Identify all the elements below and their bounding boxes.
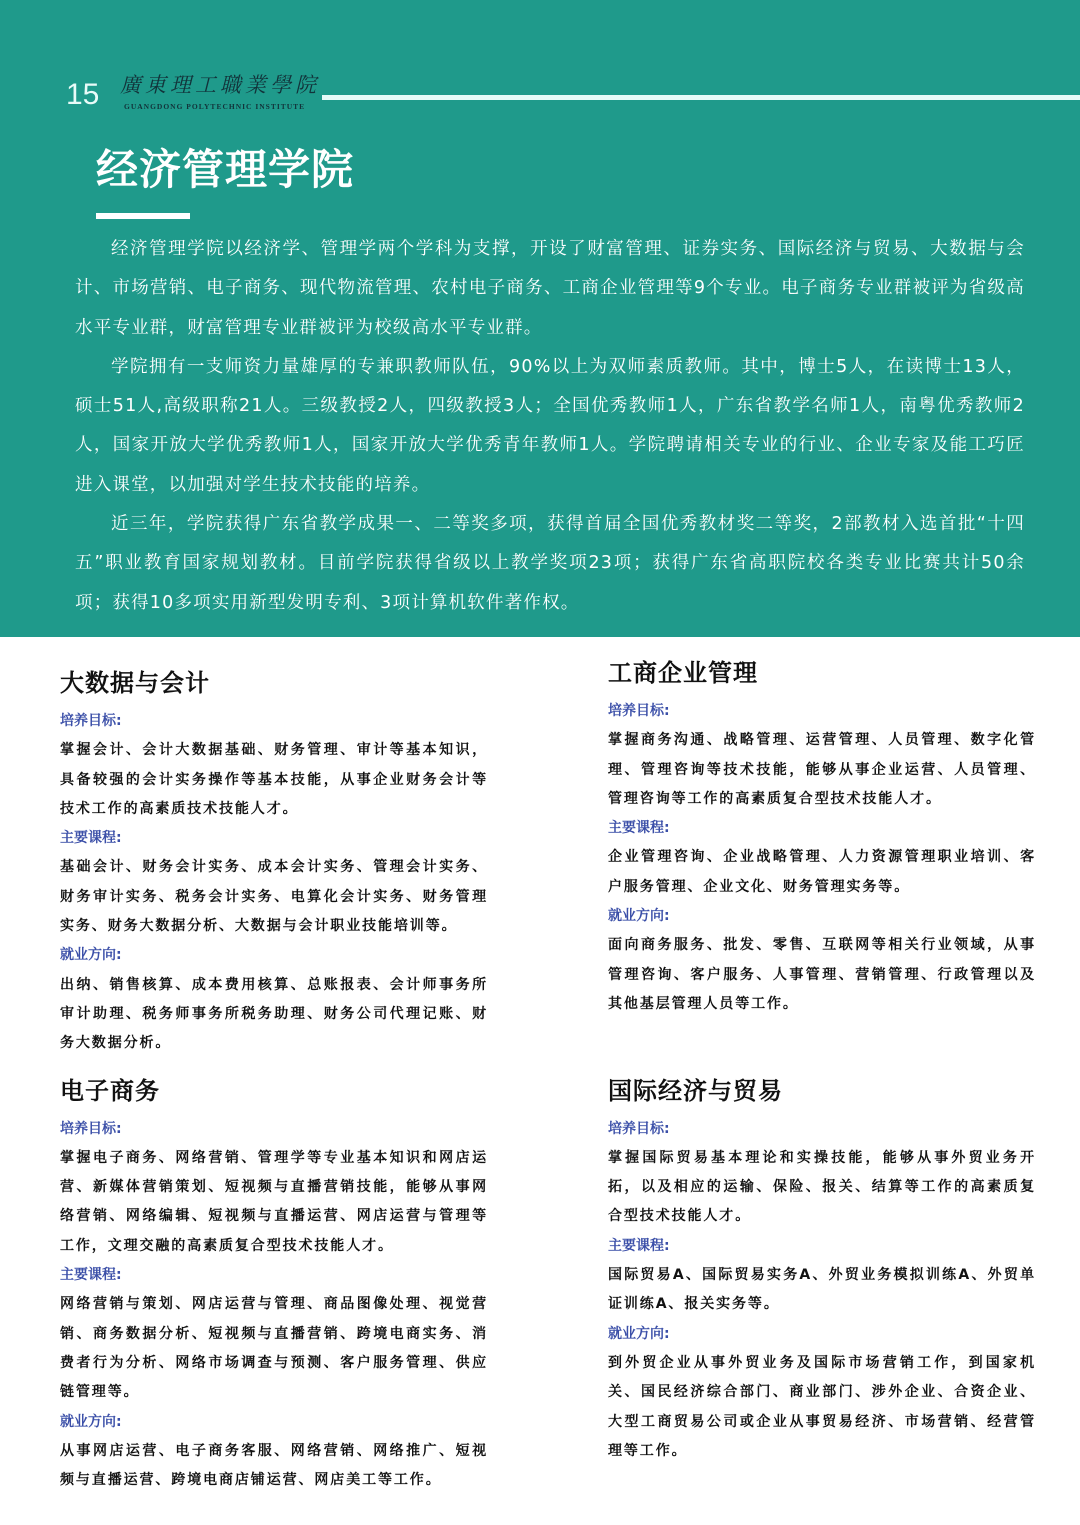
intro-paragraph: 经济管理学院以经济学、管理学两个学科为支撑，开设了财富管理、证券实务、国际经济与贸易、大数据与会计、市场营销、电子商务、现代物流管理、农村电子商务、工商企业管理等9个专业。电子商务专业群被评为省级高水平专业群，财富管理专业群被评为校级高水平专业群。 xyxy=(75,239,1025,338)
page-number: 15 xyxy=(66,78,100,111)
goal-text: 掌握商务沟通、战略管理、运营管理、人员管理、数字化管理、管理咨询等技术技能，能够从事企业运营、人员管理、管理咨询等工作的高素质复合型技术技能人才。 xyxy=(608,732,1036,807)
career-text: 到外贸企业从事外贸业务及国际市场营销工作，到国家机关、国民经济综合部门、商业部门、涉外企业、合资企业、大型工商贸易公司或企业从事贸易经济、市场营销、经营管理等工作。 xyxy=(608,1354,1036,1459)
courses-label: 主要课程: xyxy=(608,1237,670,1254)
career-label: 就业方向: xyxy=(608,1325,670,1342)
goal-text: 掌握电子商务、网络营销、管理学等专业基本知识和网店运营、新媒体营销策划、短视频与直播营销技能，能够从事网络营销、网络编辑、短视频与直播运营、网店运营与管理等工作，文理交融的高素质复合型技术技能人才。 xyxy=(60,1149,488,1254)
major-big-data-accounting xyxy=(60,657,488,1059)
courses-text: 基础会计、财务会计实务、成本会计实务、管理会计实务、财务审计实务、税务会计实务、电算化会计实务、财务管理实务、财务大数据分析、大数据与会计职业技能培训等。 xyxy=(60,859,488,935)
institute-logo-en: GUANGDONG POLYTECHNIC INSTITUTE xyxy=(124,102,306,111)
major-e-commerce xyxy=(60,1075,488,1496)
career-text: 出纳、销售核算、成本费用核算、总账报表、会计师事务所审计助理、税务师事务所税务助理、财务公司代理记账、财务大数据分析。 xyxy=(60,976,488,1052)
major-business-management xyxy=(608,657,1036,1059)
courses-text: 企业管理咨询、企业战略管理、人力资源管理职业培训、客户服务管理、企业文化、财务管理实务等。 xyxy=(608,849,1036,895)
major-title: 国际经济与贸易 xyxy=(608,1076,783,1105)
career-label: 就业方向: xyxy=(608,908,670,925)
career-label: 就业方向: xyxy=(60,947,122,964)
intro-paragraph: 学院拥有一支师资力量雄厚的专兼职教师队伍，90%以上为双师素质教师。其中，博士5人，在读博士13人，硕士51人,高级职称21人。三级教授2人，四级教授3人；全国优秀教师1人，广东省教学名师1人，南粤优秀教师2人，国家开放大学优秀教师1人，国家开放大学优秀青年教师1人。学院聘请相关专业的行业、企业专家及能工巧匠进入课堂，以加强对学生技术技能的培养。 xyxy=(75,356,1025,495)
career-label: 就业方向: xyxy=(60,1413,122,1430)
major-title: 工商企业管理 xyxy=(608,658,758,687)
goal-label: 培养目标: xyxy=(60,712,122,729)
intro-text xyxy=(75,0,1025,623)
courses-label: 主要课程: xyxy=(608,820,670,837)
institute-logo: 廣東理工職業學院 xyxy=(120,73,320,97)
goal-label: 培养目标: xyxy=(608,702,670,719)
major-title: 大数据与会计 xyxy=(60,668,210,697)
goal-text: 掌握国际贸易基本理论和实操技能，能够从事外贸业务开拓，以及相应的运输、保险、报关、结算等工作的高素质复合型技术技能人才。 xyxy=(608,1149,1036,1225)
header-band xyxy=(0,0,1080,637)
goal-text: 掌握会计、会计大数据基础、财务管理、审计等基本知识，具备较强的会计实务操作等基本技能，从事企业财务会计等技术工作的高素质技术技能人才。 xyxy=(60,742,488,817)
page-title: 经济管理学院 xyxy=(96,145,355,194)
major-title: 电子商务 xyxy=(60,1076,160,1105)
goal-label: 培养目标: xyxy=(608,1120,670,1137)
career-text: 从事网店运营、电子商务客服、网络营销、网络推广、短视频与直播运营、跨境电商店铺运营、网店美工等工作。 xyxy=(60,1442,488,1489)
courses-text: 网络营销与策划、网店运营与管理、商品图像处理、视觉营销、商务数据分析、短视频与直播营销、跨境电商实务、消费者行为分析、网络市场调查与预测、客户服务管理、供应链管理等。 xyxy=(60,1296,488,1401)
courses-label: 主要课程: xyxy=(60,830,122,847)
intro-paragraph: 近三年，学院获得广东省教学成果一、二等奖多项，获得首届全国优秀教材奖二等奖，2部教材入选首批“十四五”职业教育国家规划教材。目前学院获得省级以上教学奖项23项；获得广东省高职院校各类专业比赛共计50余项；获得10多项实用新型发明专利、3项计算机软件著作权。 xyxy=(75,514,1025,613)
courses-text: 国际贸易A、国际贸易实务A、外贸业务模拟训练A、外贸单证训练A、报关实务等。 xyxy=(608,1267,1036,1313)
goal-label: 培养目标: xyxy=(60,1120,122,1137)
major-international-trade xyxy=(608,1075,1036,1496)
career-text: 面向商务服务、批发、零售、互联网等相关行业领域，从事管理咨询、客户服务、人事管理、营销管理、行政管理以及其他基层管理人员等工作。 xyxy=(608,937,1036,1012)
courses-label: 主要课程: xyxy=(60,1267,122,1284)
majors-grid xyxy=(0,637,1080,1525)
